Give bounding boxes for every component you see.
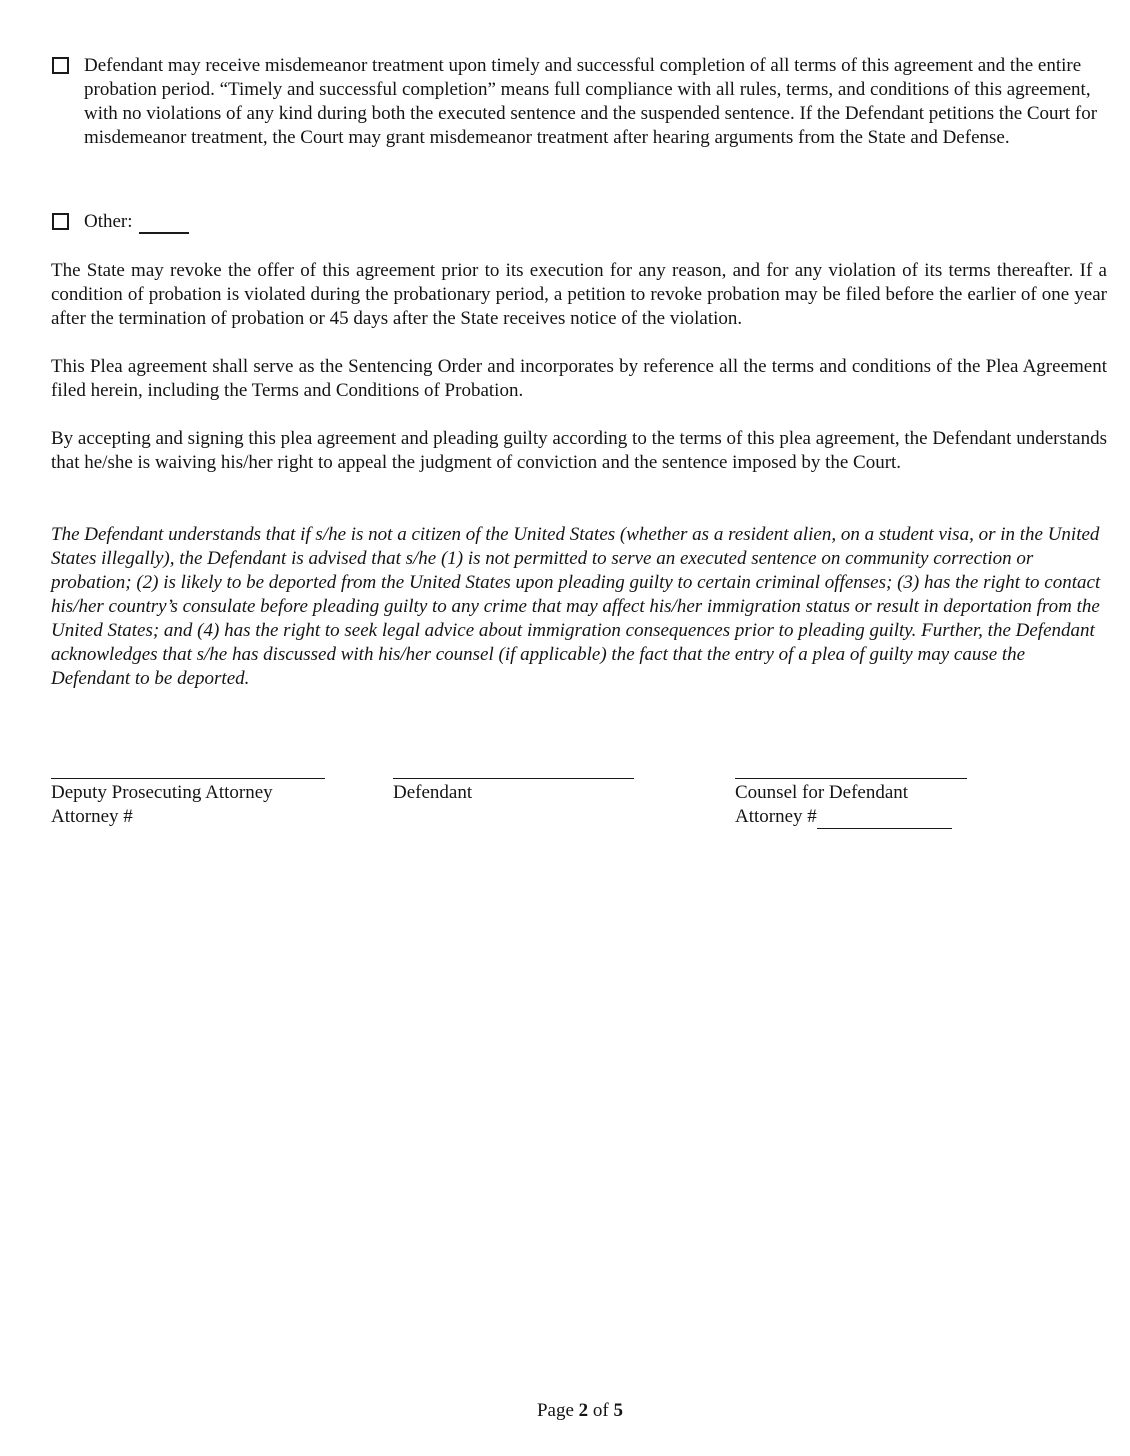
misdemeanor-option-text: Defendant may receive misdemeanor treatment upon timely and successful completion of all terms of this agreement and the entire probation period. “Timely and successful completion” means full compliance with all rules, terms, and conditions of this agreement, with no violations of any kind during both the executed sentence and the suspended sentence. If the Defendant petitions the Court for misdemeanor treatment, the Court may grant misdemeanor treatment after hearing arguments from the State and Defense. [84, 55, 1098, 148]
misdemeanor-checkbox[interactable] [52, 57, 69, 74]
counsel-signature-block [735, 778, 967, 829]
counsel-title: Counsel for Defendant [735, 782, 909, 803]
other-option-label: Other: [84, 211, 133, 232]
defendant-title: Defendant [393, 782, 473, 803]
counsel-attorney-number-label: Attorney # [735, 806, 817, 827]
prosecutor-attorney-number-label: Attorney # [51, 806, 133, 827]
defendant-signature-line[interactable] [393, 778, 634, 779]
prosecutor-title: Deputy Prosecuting Attorney [51, 782, 273, 803]
immigration-advisement-paragraph: The Defendant understands that if s/he is not a citizen of the United States (whether as a resident alien, on a student visa, or in the United States illegally), the Defendant is advised that s/he (1) is not permitted to serve an executed sentence on community correction or probation; (2) is likely to be deported from the United States upon pleading guilty to certain criminal offenses; (3) has the right to contact his/her country’s consulate before pleading guilty to any crime that may affect his/her immigration status or result in deportation from the United States; and (4) has the right to seek legal advice about immigration consequences prior to pleading guilty. Further, the Defendant acknowledges that s/he has discussed with his/her counsel (if applicable) the fact that the entry of a plea of guilty may cause the Defendant to be deported. [51, 524, 1101, 689]
other-option [52, 210, 1110, 234]
revoke-paragraph: The State may revoke the offer of this agreement prior to its execution for any reason, and for any violation of its terms thereafter. If a condition of probation is violated during the probationary period, a petition to revoke probation may be filed before the earlier of one year after the termination of probation or 45 days after the State receives notice of the violation. [51, 260, 1107, 329]
page-number-of: of [592, 1400, 609, 1421]
counsel-attorney-number-blank[interactable] [817, 810, 952, 829]
appeal-waiver-paragraph: By accepting and signing this plea agreement and pleading guilty according to the terms of this plea agreement, the Defendant understands that he/she is waiving his/her right to appeal the judgment of conviction and the sentence imposed by the Court. [51, 428, 1107, 473]
page-number-total: 5 [613, 1400, 623, 1421]
prosecutor-signature-block [51, 778, 325, 829]
sentencing-order-paragraph: This Plea agreement shall serve as the Sentencing Order and incorporates by reference all the terms and conditions of the Plea Agreement filed herein, including the Terms and Conditions of Probation. [51, 356, 1107, 401]
defendant-signature-block [393, 778, 634, 805]
page-number-prefix: Page [536, 1400, 574, 1421]
misdemeanor-option [52, 54, 1110, 150]
other-blank-line[interactable] [139, 214, 189, 234]
counsel-signature-line[interactable] [735, 778, 967, 779]
other-checkbox[interactable] [52, 213, 69, 230]
page-number-current: 2 [578, 1400, 589, 1421]
page-number [0, 1399, 1130, 1423]
prosecutor-signature-line[interactable] [51, 778, 325, 779]
